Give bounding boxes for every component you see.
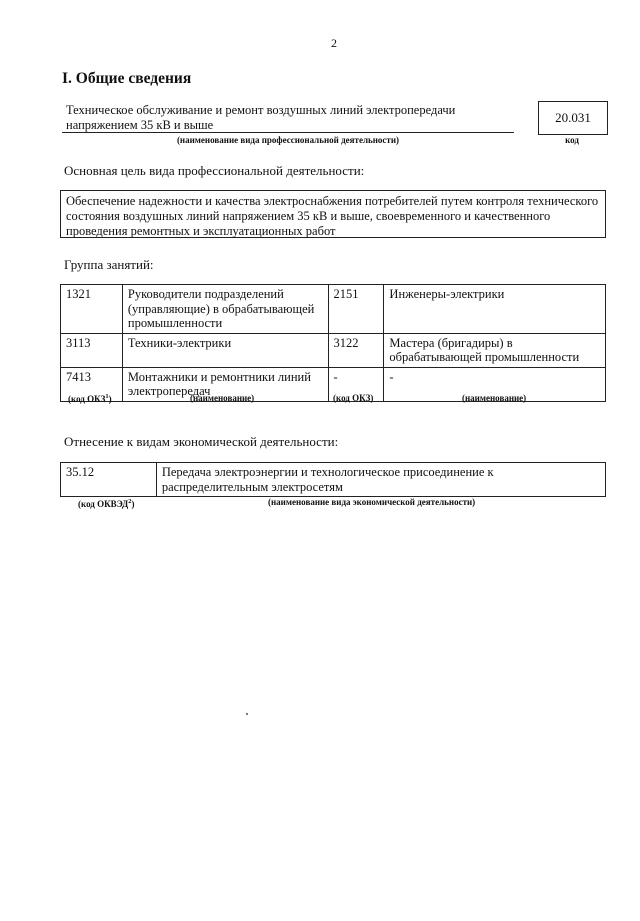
occupations-table — [60, 284, 606, 402]
okz-code-cell: 1321 — [61, 285, 123, 334]
okz-code-cell: - — [328, 367, 384, 401]
okz-name-cell: Монтажники и ремонтники линий электропередач — [122, 367, 328, 401]
okved-name-caption: (наименование вида экономической деятельности) — [268, 497, 476, 507]
okz-code-caption: (код ОКЗ$^1$) — [68, 393, 112, 404]
page-number: 2 — [331, 36, 337, 50]
okz-name-caption-2: (наименование) — [462, 393, 527, 403]
okved-code-cell: 35.12 — [61, 463, 157, 497]
okz-name-caption: (наименование) — [190, 393, 255, 403]
section-title: I. Общие сведения — [62, 70, 192, 87]
occupations-label: Группа занятий: — [64, 257, 154, 272]
okz-name-cell: Техники-электрики — [122, 333, 328, 367]
activity-name: Техническое обслуживание и ремонт воздушных линий электропередачи напряжением 35 кВ и выше — [66, 103, 456, 132]
okved-name-cell: Передача электроэнергии и технологическое присоединение к распределительным электросетям — [156, 463, 605, 497]
okz-code-cell: 3113 — [61, 333, 123, 367]
okz-name-cell: - — [384, 367, 606, 401]
goal-text: Обеспечение надежности и качества электроснабжения потребителей путем контроля технического состояния воздушных линий напряжением 35 кВ и выше, своевременного и качественного проведения ремонтных и эксплуатационных работ — [66, 194, 599, 238]
scan-speck — [246, 713, 248, 715]
activity-code-caption: код — [565, 135, 579, 145]
okved-code-caption: (код ОКВЭД$^2$) — [78, 498, 135, 509]
okz-code-cell: 7413 — [61, 367, 123, 401]
economic-table — [60, 462, 606, 497]
table-row — [61, 285, 606, 334]
okz-code-cell: 3122 — [328, 333, 384, 367]
economic-label: Отнесение к видам экономической деятельности: — [64, 434, 339, 449]
goal-box — [60, 190, 606, 238]
table-row — [61, 463, 606, 497]
table-row — [61, 333, 606, 367]
activity-code-box — [538, 101, 608, 135]
okz-code-cell: 2151 — [328, 285, 384, 334]
okz-name-cell: Руководители подразделений (управляющие) в обрабатывающей промышленности — [122, 285, 328, 334]
goal-label: Основная цель вида профессиональной деятельности: — [64, 163, 365, 178]
activity-underline — [62, 132, 514, 133]
okz-code-caption-2: (код ОКЗ) — [333, 393, 374, 403]
activity-name-caption: (наименование вида профессиональной деятельности) — [176, 135, 400, 145]
okz-name-cell: Инженеры-электрики — [384, 285, 606, 334]
activity-code: 20.031 — [555, 110, 591, 125]
okz-name-cell: Мастера (бригадиры) в обрабатывающей промышленности — [384, 333, 606, 367]
